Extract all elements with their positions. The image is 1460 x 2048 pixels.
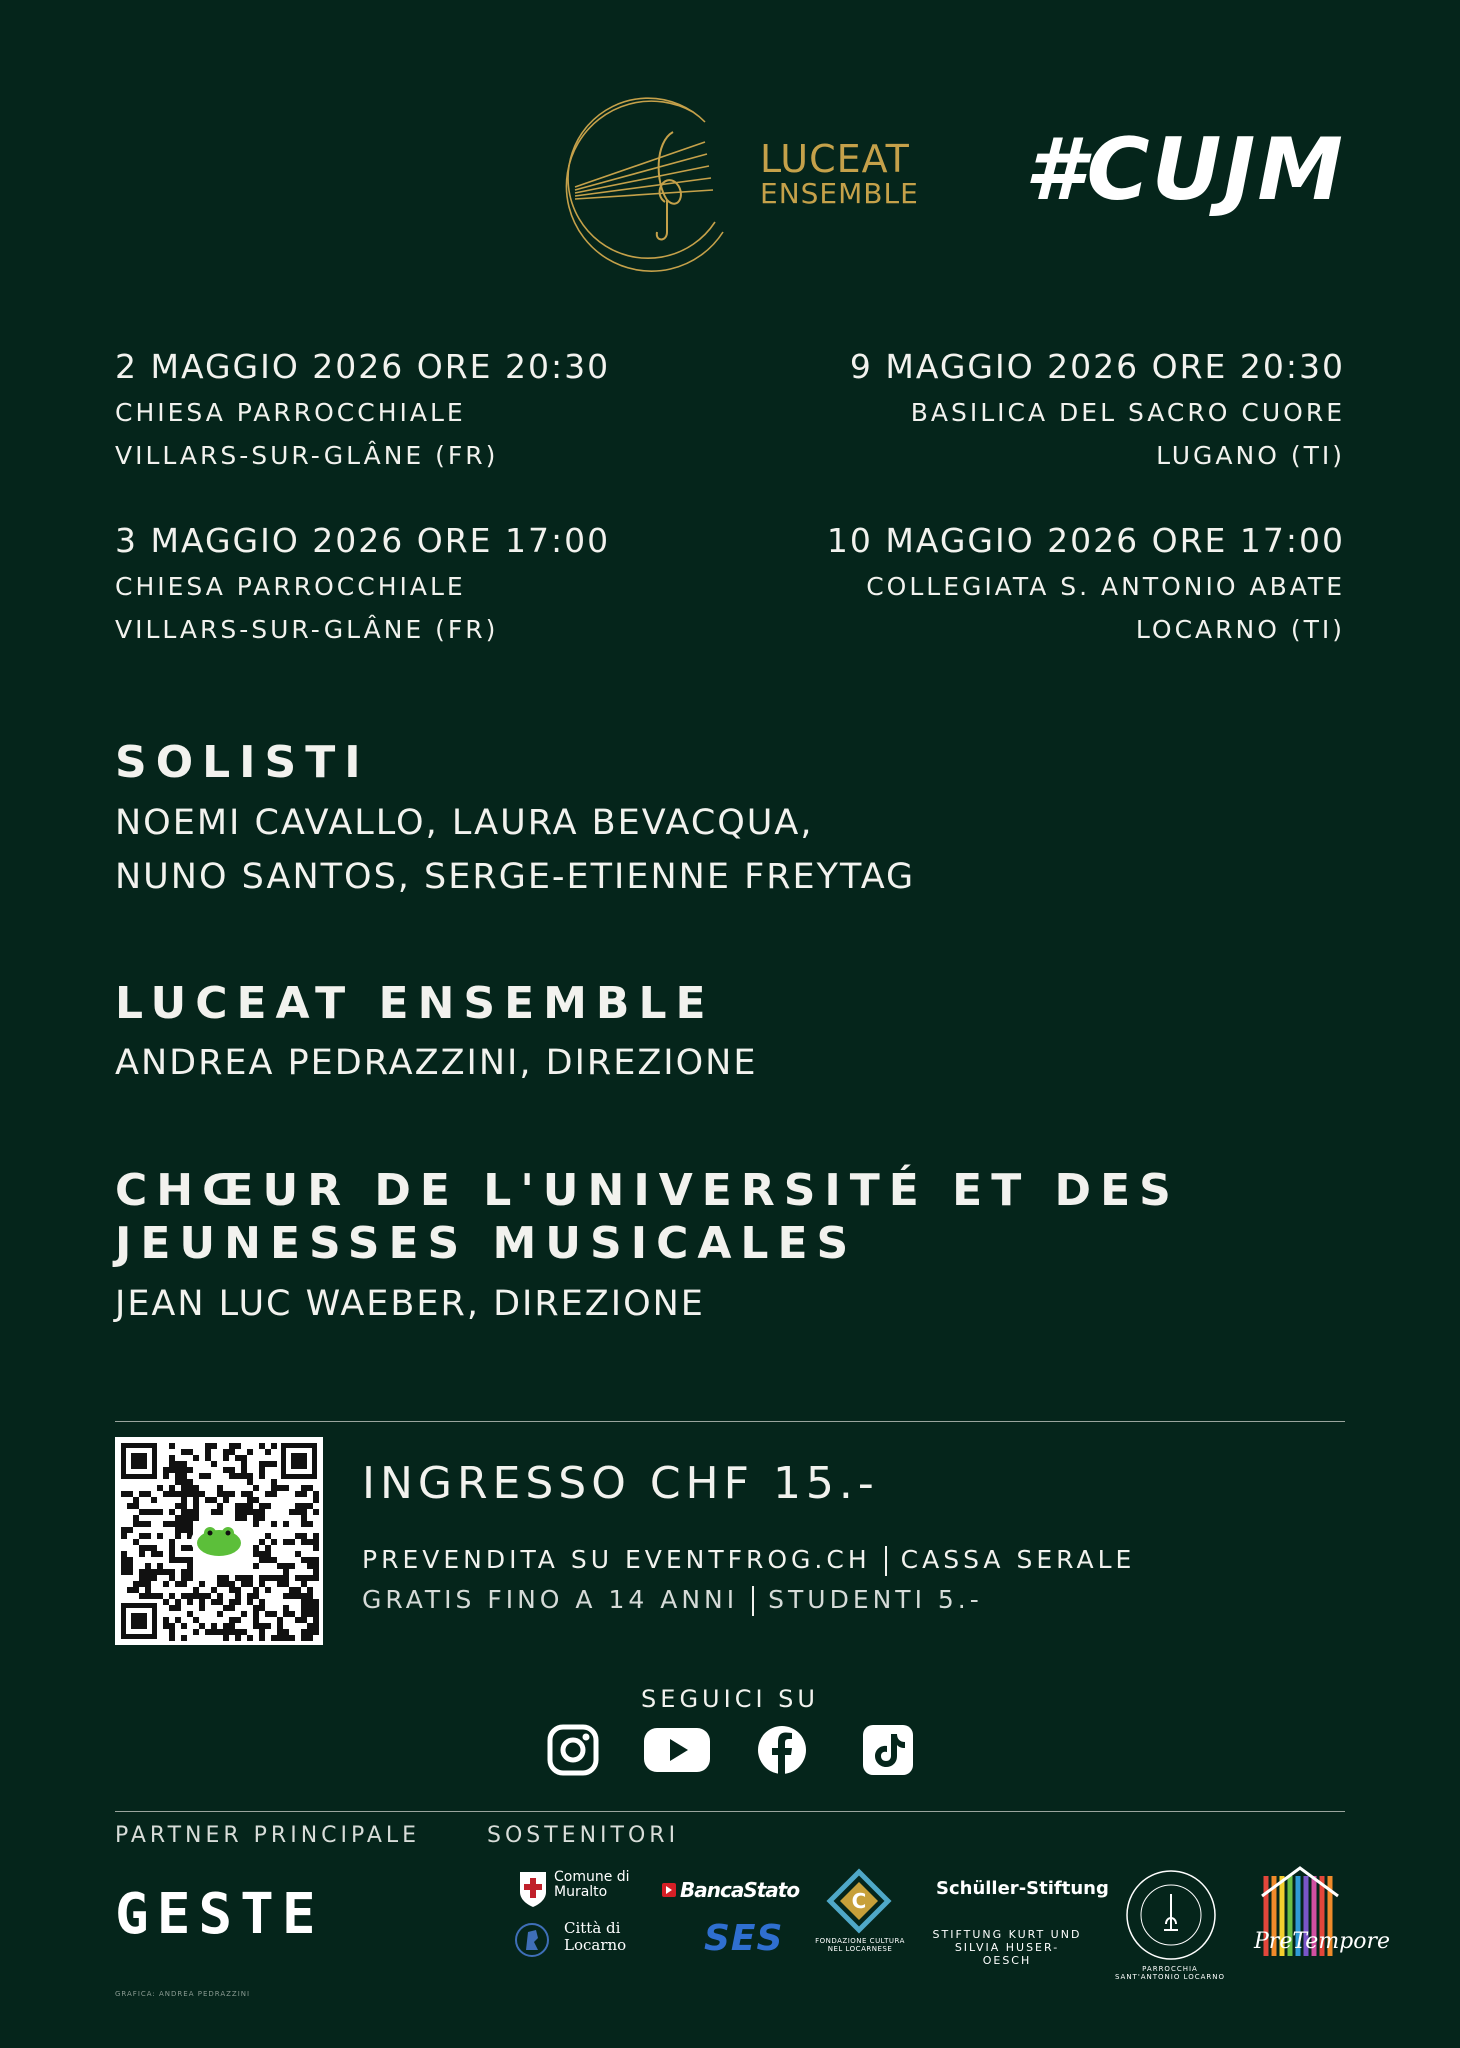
facebook-icon[interactable] (755, 1723, 809, 1777)
sostenitori-label: SOSTENITORI (487, 1823, 680, 1848)
logo-line-1: LUCEAT (760, 137, 910, 181)
concert-date: 9 MAGGIO 2026 ORE 20:30 (849, 347, 1345, 386)
fondazione-logo-icon (826, 1868, 892, 1934)
geste-logo: GESTE (115, 1882, 324, 1947)
concert-place: LUGANO (TI) (1156, 441, 1345, 470)
solisti-line: NUNO SANTOS, SERGE-ETIENNE FREYTAG (115, 857, 916, 897)
instagram-icon[interactable] (546, 1723, 600, 1777)
youtube-icon[interactable] (642, 1723, 712, 1777)
parrocchia-logo: PARROCCHIA SANT'ANTONIO LOCARNO (1114, 1965, 1226, 1981)
ensemble-director: ANDREA PEDRAZZINI, DIREZIONE (115, 1043, 758, 1083)
fondazione-logo: FONDAZIONE CULTURA NEL LOCARNESE (815, 1937, 905, 1953)
concert-place: VILLARS-SUR-GLÂNE (FR) (115, 615, 499, 644)
concert-date: 3 MAGGIO 2026 ORE 17:00 (115, 521, 611, 560)
partner-label: PARTNER PRINCIPALE (115, 1823, 421, 1848)
luceat-logo-wordmark (760, 137, 919, 210)
logo-line-2: ENSEMBLE (760, 177, 919, 210)
choeur-title: CHŒUR DE L'UNIVERSITÉ ET DES (115, 1165, 1180, 1216)
bancastato-logo: BancaStato (680, 1878, 800, 1902)
bancastato-mark-icon (662, 1883, 676, 1897)
locarno-logo: Città di Locarno (564, 1919, 627, 1954)
concert-venue: COLLEGIATA S. ANTONIO ABATE (866, 572, 1345, 601)
locarno-crest-icon (514, 1920, 550, 1960)
parrocchia-seal-icon (1124, 1868, 1218, 1962)
svg-text:C: C (851, 1889, 867, 1913)
studenti-info: STUDENTI 5.- (768, 1585, 983, 1614)
divider (115, 1421, 1345, 1422)
cassa-serale: CASSA SERALE (900, 1545, 1136, 1574)
concert-venue: CHIESA PARROCCHIALE (115, 398, 466, 427)
choeur-title: JEUNESSES MUSICALES (115, 1218, 858, 1269)
concert-place: VILLARS-SUR-GLÂNE (FR) (115, 441, 499, 470)
qr-code[interactable] (115, 1437, 323, 1645)
huser-oesch-logo: STIFTUNG KURT UND SILVIA HUSER-OESCH (932, 1928, 1082, 1968)
choeur-director: JEAN LUC WAEBER, DIREZIONE (115, 1284, 705, 1324)
ticket-price: INGRESSO CHF 15.- (362, 1458, 879, 1509)
concert-date: 10 MAGGIO 2026 ORE 17:00 (826, 521, 1345, 560)
ses-logo: SES (704, 1918, 784, 1959)
muralto-crest-icon (518, 1870, 548, 1908)
prevendita-link[interactable]: PREVENDITA SU EVENTFROG.CH (362, 1545, 871, 1574)
schuller-stiftung-logo: Schüller-Stiftung (936, 1878, 1109, 1899)
concert-venue: BASILICA DEL SACRO CUORE (910, 398, 1345, 427)
ensemble-title: LUCEAT ENSEMBLE (115, 978, 715, 1029)
solisti-line: NOEMI CAVALLO, LAURA BEVACQUA, (115, 803, 814, 843)
pretempore-logo: PreTempore (1254, 1929, 1391, 1954)
ticket-discount-row (362, 1585, 983, 1616)
graphic-credit: GRAFICA: ANDREA PEDRAZZINI (115, 1990, 251, 1998)
luceat-logo-mark (555, 82, 745, 272)
gratis-info: GRATIS FINO A 14 ANNI (362, 1585, 739, 1614)
hashtag: #CUJM (1024, 120, 1345, 220)
solisti-title: SOLISTI (115, 737, 370, 788)
separator (885, 1546, 887, 1576)
social-label: SEGUICI SU (641, 1685, 819, 1713)
separator (752, 1586, 754, 1616)
muralto-logo: Comune di Muralto (554, 1869, 630, 1901)
ticket-info-row (362, 1545, 1135, 1576)
tiktok-icon[interactable] (861, 1723, 915, 1777)
divider (115, 1811, 1345, 1812)
concert-venue: CHIESA PARROCCHIALE (115, 572, 466, 601)
concert-date: 2 MAGGIO 2026 ORE 20:30 (115, 347, 611, 386)
concert-place: LOCARNO (TI) (1135, 615, 1345, 644)
